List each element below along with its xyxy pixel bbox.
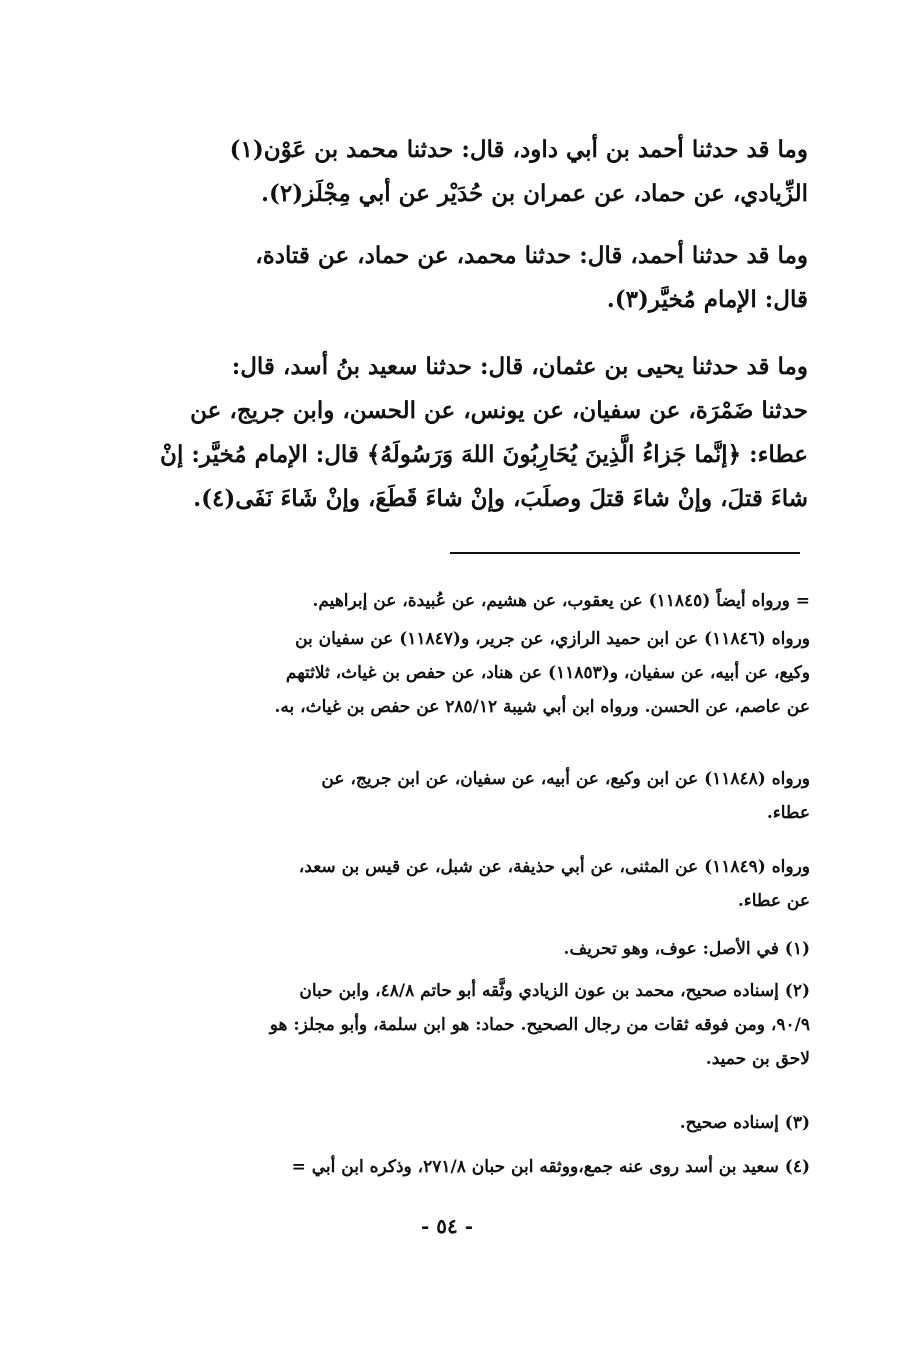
footnote-line: (١) في الأصل: عوف، وهو تحريف. — [563, 939, 810, 959]
page-number: - ٥٤ - — [420, 1214, 473, 1238]
footnote-line: = ورواه أيضاً (١١٨٤٥) عن يعقوب، عن هشيم، عن عُبيدة، عن إبراهيم. — [312, 591, 810, 611]
footnote-3 — [95, 1106, 810, 1140]
footnote-continuation-3 — [95, 762, 810, 830]
main-text-line: شاءَ قتلَ، وإنْ شاءَ قتلَ وصلَبَ، وإنْ شاءَ قَطَعَ، وإنْ شَاءَ نَفَى(٤). — [193, 485, 808, 512]
footnote-line: (٢) إسناده صحيح، محمد بن عون الزيادي وثَّقه أبو حاتم ٤٨/٨، وابن حبان — [299, 981, 810, 1001]
main-text-line: عطاء: ﴿إنَّما جَزاءُ الَّذِينَ يُحَارِبُونَ اللهَ وَرَسُولَهُ﴾ قال: الإمام مُخيَّر: إنْ — [160, 441, 808, 468]
footnote-line: (٤) سعيد بن أسد روى عنه جمع،ووثقه ابن حبان ٢٧١/٨، وذكره ابن أبي = — [291, 1157, 810, 1177]
footnote-2 — [95, 974, 810, 1076]
footnote-line: عن عطاء. — [737, 891, 810, 911]
footnote-1 — [95, 932, 810, 966]
main-text-line: وما قد حدثنا أحمد، قال: حدثنا محمد، عن حماد، عن قتادة، — [255, 242, 808, 269]
main-text-line: وما قد حدثنا أحمد بن أبي داود، قال: حدثنا محمد بن عَوْن(١) — [229, 136, 808, 163]
footnote-line: ورواه (١١٨٤٦) عن ابن حميد الرازي، عن جرير، و(١١٨٤٧) عن سفيان بن — [295, 629, 810, 649]
main-paragraph-2 — [88, 234, 808, 322]
main-paragraph-1 — [88, 128, 808, 216]
footnote-line: ورواه (١١٨٤٨) عن ابن وكيع، عن أبيه، عن سفيان، عن ابن جريج، عن — [321, 769, 810, 789]
footnote-continuation-2 — [95, 622, 810, 724]
main-paragraph-3 — [88, 345, 808, 521]
footnote-continuation-1 — [95, 584, 810, 618]
footnote-continuation-4 — [95, 850, 810, 918]
footnote-separator — [450, 552, 800, 554]
main-text-line: قال: الإمام مُخيَّر(٣). — [606, 286, 808, 313]
footnote-line: (٣) إسناده صحيح. — [679, 1113, 810, 1133]
footnote-line: لاحق بن حميد. — [705, 1049, 810, 1069]
main-text-line: حدثنا ضَمْرَة، عن سفيان، عن يونس، عن الحسن، وابن جريج، عن — [190, 397, 808, 424]
footnote-line: وكيع، عن أبيه، عن سفيان، و(١١٨٥٣) عن هناد، عن حفص بن غياث، ثلاثتهم — [285, 663, 810, 683]
footnote-line: ٩٠/٩، ومن فوقه ثقات من رجال الصحيح. حماد: هو ابن سلمة، وأبو مجلز: هو — [269, 1015, 810, 1035]
main-text-line: وما قد حدثنا يحيى بن عثمان، قال: حدثنا سعيد بنُ أسد، قال: — [231, 353, 808, 380]
footnote-line: عطاء. — [766, 803, 810, 823]
footnote-line: عن عاصم، عن الحسن. ورواه ابن أبي شيبة ٢٨٥/١٢ عن حفص بن غياث، به. — [274, 697, 810, 717]
footnote-line: ورواه (١١٨٤٩) عن المثنى، عن أبي حذيفة، عن شبل، عن قيس بن سعد، — [298, 857, 810, 877]
main-text-line: الزِّيادي، عن حماد، عن عمران بن حُدَيْر عن أبي مِجْلَز(٢). — [261, 180, 808, 207]
footnote-4 — [95, 1150, 810, 1184]
